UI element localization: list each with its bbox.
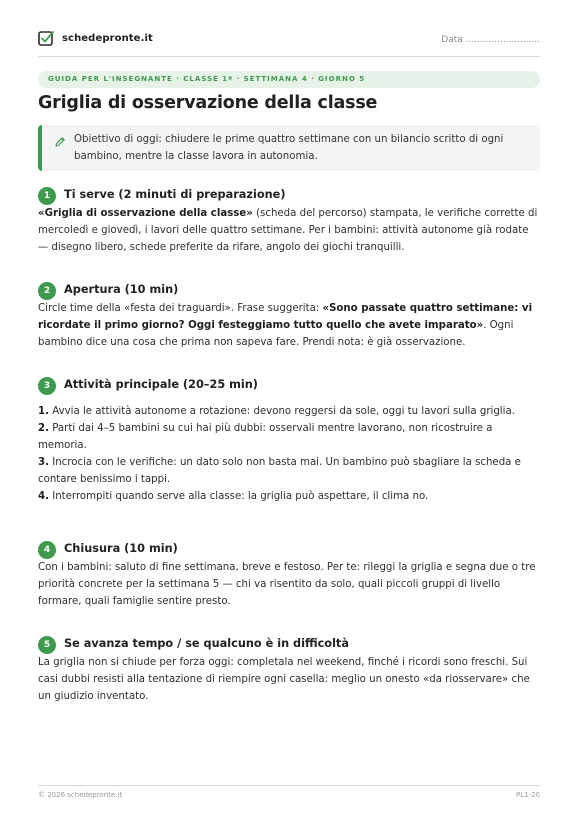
section-header xyxy=(38,282,540,300)
section-title: Se avanza tempo / se qualcuno è in difficoltà xyxy=(64,637,349,650)
worksheet-page xyxy=(38,0,540,819)
step-text: Avvia le attività autonome a rotazione: devono reggersi da sole, oggi tu lavori sulla griglia. xyxy=(48,406,515,417)
brand-name: schedepronte.it xyxy=(62,33,153,44)
guide-banner xyxy=(38,71,540,88)
date-field: Data .......................... xyxy=(441,35,540,45)
body-text: . Ogni bambino dice una cosa che prima non sapeva fare. Prendi nota: è già osservazione. xyxy=(38,320,514,348)
step-text: Incrocia con le verifiche: un dato solo non basta mai. Un bambino può sbagliare la scheda e contare benissimo i tappi. xyxy=(38,457,521,485)
section-header xyxy=(38,187,540,205)
step-item xyxy=(38,420,540,454)
objective-text: Obiettivo di oggi: chiudere le prime quattro settimane con un bilancio scritto di ogni bambino, mentre la classe lavora in autonomia. xyxy=(74,134,504,162)
step-item xyxy=(38,454,540,488)
section-number: 1 xyxy=(38,187,56,205)
section-5 xyxy=(38,636,540,705)
objective-accent-bar xyxy=(38,125,42,171)
footer-code: PL1-20 xyxy=(515,791,540,799)
section-body xyxy=(38,205,540,256)
pencil-icon xyxy=(54,136,66,148)
header-divider xyxy=(38,56,540,57)
page-header xyxy=(38,30,540,52)
section-number: 4 xyxy=(38,541,56,559)
body-text: Circle time della «festa dei traguardi». Frase suggerita: xyxy=(38,303,323,314)
page-title: Griglia di osservazione della classe xyxy=(38,93,378,113)
section-header xyxy=(38,377,540,395)
section-header xyxy=(38,541,540,559)
banner-text: GUIDA PER L'INSEGNANTE · CLASSE 1ª · SETTIMANA 4 · GIORNO 5 xyxy=(48,75,366,83)
footer-copyright: © 2026 schedepronte.it xyxy=(38,791,123,799)
section-4 xyxy=(38,541,540,610)
section-title: Ti serve (2 minuti di preparazione) xyxy=(64,188,286,201)
section-1 xyxy=(38,187,540,256)
step-number: 2. xyxy=(38,423,49,434)
section-body xyxy=(38,300,540,351)
section-title: Chiusura (10 min) xyxy=(64,542,178,555)
step-number: 3. xyxy=(38,457,49,468)
step-number: 4. xyxy=(38,491,49,502)
suggested-phrase: «Sono passate quattro settimane: vi ricordate il primo giorno? Oggi festeggiamo tutto quello che avete imparato» xyxy=(38,303,533,331)
body-text: (scheda del percorso) stampata, le verifiche corrette di mercoledì e giovedì, i lavori delle quattro settimane. Per i bambini: attività autonome già rodate — disegno libero, schede preferite da rifare, angolo dei giochi tranquilli. xyxy=(38,208,538,253)
section-number: 5 xyxy=(38,636,56,654)
objective-box xyxy=(38,125,540,171)
section-3 xyxy=(38,377,540,505)
footer-divider xyxy=(38,785,540,786)
section-header xyxy=(38,636,540,654)
section-number: 3 xyxy=(38,377,56,395)
section-title: Attività principale (20–25 min) xyxy=(64,378,258,391)
step-text: Parti dai 4–5 bambini su cui hai più dubbi: osservali mentre lavorano, non ricostruire a memoria. xyxy=(38,423,493,451)
section-body: Con i bambini: saluto di fine settimana, breve e festoso. Per te: rileggi la griglia e segna due o tre priorità concrete per la settimana 5 — chi va risentito da solo, quali piccoli gruppi di livello formare, quali famiglie sentire presto. xyxy=(38,562,536,607)
section-title: Apertura (10 min) xyxy=(64,283,179,296)
steps-list xyxy=(38,403,540,505)
section-2 xyxy=(38,282,540,351)
step-text: Interrompiti quando serve alla classe: la griglia può aspettare, il clima no. xyxy=(48,491,429,502)
step-item xyxy=(38,488,540,505)
bold-lead: «Griglia di osservazione della classe» xyxy=(38,208,253,219)
section-number: 2 xyxy=(38,282,56,300)
checkbox-logo-icon xyxy=(38,30,54,47)
step-number: 1. xyxy=(38,406,49,417)
step-item xyxy=(38,403,540,420)
section-body: La griglia non si chiude per forza oggi: completala nel weekend, finché i ricordi sono freschi. Sui casi dubbi resisti alla tentazione di riempire ogni casella: meglio un onesto «da riosservare» che un giudizio inventato. xyxy=(38,657,530,702)
